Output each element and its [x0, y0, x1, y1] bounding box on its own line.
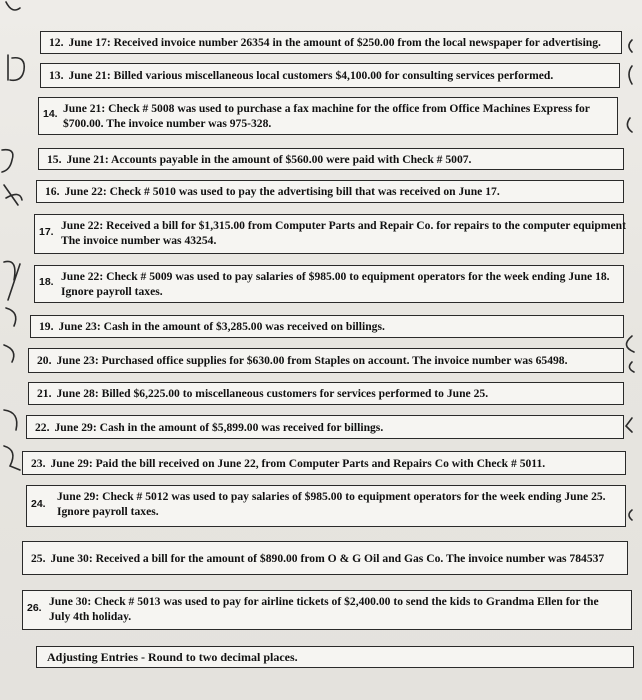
entry-text: June 29: Cash in the amount of $5,899.00 was received for billings. [54, 420, 384, 434]
entry-text: June 28: Billed $6,225.00 to miscellaneous customers for services performed to June 25. [56, 387, 489, 400]
entry-number: 16. [45, 185, 60, 198]
entry-text: June 29: Paid the bill received on June 22, from Computer Parts and Repairs Co with Check # 5011. [50, 456, 546, 470]
entry-number: 23. [31, 456, 46, 470]
entry-number: 26. [27, 602, 42, 614]
entry-13 [40, 63, 620, 88]
entry-12 [40, 31, 622, 54]
entry-17 [34, 214, 624, 254]
entry-22 [26, 415, 624, 439]
entry-text-line1: June 30: Check # 5013 was used to pay for airline tickets of $2,400.00 to send the kids to Grandma Ellen for the [49, 595, 599, 608]
entry-text-line1: June 22: Check # 5009 was used to pay salaries of $985.00 to equipment operators for the week ending June 18. [61, 270, 610, 283]
entry-number: 15. [47, 152, 62, 166]
entry-18 [34, 265, 624, 303]
entry-number: 24. [31, 498, 46, 510]
entry-number: 18. [39, 276, 54, 288]
entry-text-line1: June 21: Check # 5008 was used to purchase a fax machine for the office from Office Machines Express for [63, 102, 590, 115]
entry-text-line2: July 4th holiday. [49, 610, 132, 623]
entry-text: June 17: Received invoice number 26354 in the amount of $250.00 from the local newspaper for advertising. [68, 36, 601, 49]
entry-23 [22, 451, 626, 475]
entry-26 [22, 590, 632, 630]
entry-number: 21. [37, 387, 52, 400]
entry-text-line2: Ignore payroll taxes. [61, 285, 163, 298]
entry-text-line1: June 22: Received a bill for $1,315.00 from Computer Parts and Repair Co. for repairs to the computer equipment [61, 219, 626, 232]
entry-number: 13. [49, 69, 64, 82]
entry-20 [28, 348, 624, 373]
entry-text-line2: The invoice number was 43254. [61, 234, 217, 247]
entry-16 [36, 180, 624, 203]
entry-21 [28, 382, 624, 405]
entry-25 [22, 541, 628, 575]
adjusting-entries-heading [36, 646, 634, 668]
entry-19 [30, 315, 624, 338]
entry-number: 25. [31, 551, 46, 565]
entry-number: 12. [49, 36, 64, 49]
entry-text-line2: Ignore payroll taxes. [57, 505, 159, 518]
entry-number: 19. [39, 320, 54, 333]
entry-number: 14. [43, 108, 58, 120]
entry-number: 20. [37, 354, 52, 367]
entry-text-line2: $700.00. The invoice number was 975-328. [63, 117, 272, 130]
entry-text: June 22: Check # 5010 was used to pay the advertising bill that was received on June 17. [64, 185, 500, 198]
entry-24 [26, 485, 626, 527]
adjusting-entries-text: Adjusting Entries - Round to two decimal places. [47, 649, 298, 664]
entry-number: 17. [39, 226, 54, 238]
entry-15 [38, 148, 624, 170]
entry-text: June 23: Cash in the amount of $3,285.00 was received on billings. [58, 320, 385, 333]
entry-text: June 23: Purchased office supplies for $630.00 from Staples on account. The invoice number was 65498. [56, 354, 568, 367]
entry-number: 22. [35, 420, 50, 434]
entry-text: June 21: Billed various miscellaneous local customers $4,100.00 for consulting services performed. [68, 69, 554, 82]
entry-text-line1: June 29: Check # 5012 was used to pay salaries of $985.00 to equipment operators for the week ending June 25. [57, 490, 606, 503]
entry-14 [38, 97, 618, 135]
entry-text: June 30: Received a bill for the amount of $890.00 from O & G Oil and Gas Co. The invoice number was 784537 [50, 551, 605, 565]
entry-text: June 21: Accounts payable in the amount of $560.00 were paid with Check # 5007. [66, 152, 472, 166]
